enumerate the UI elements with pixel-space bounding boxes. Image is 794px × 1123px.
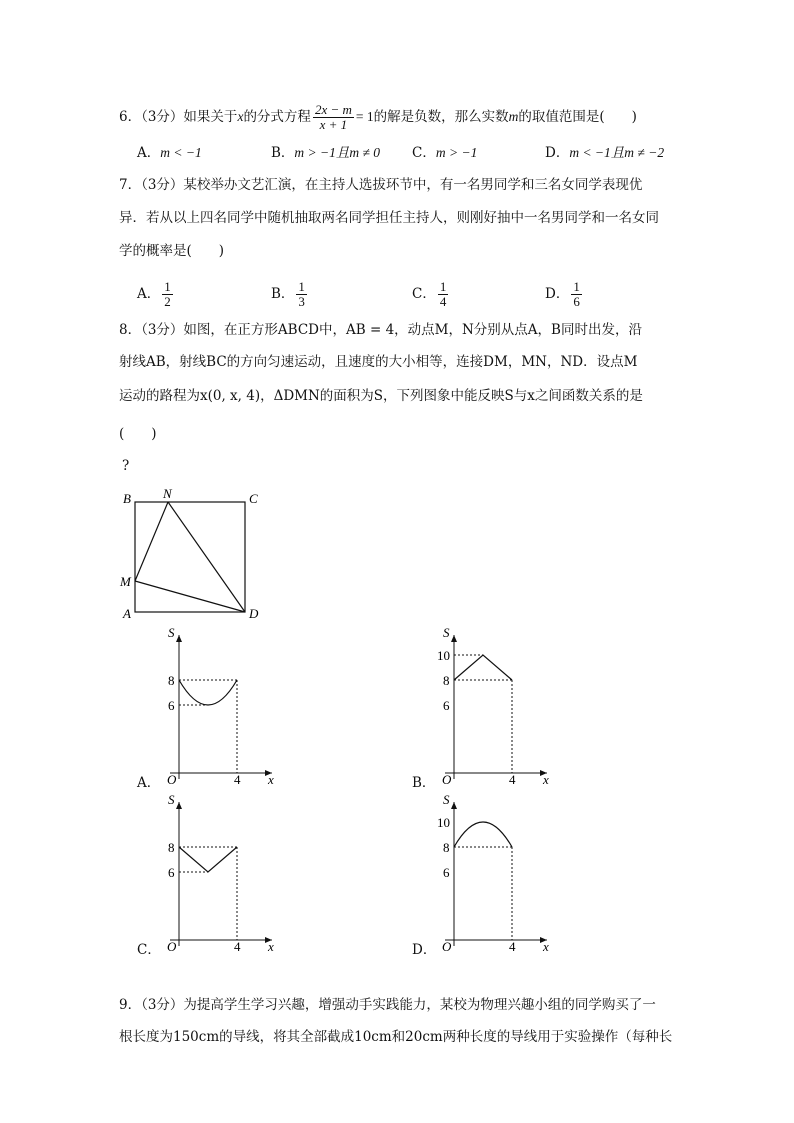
y-tick-6: 6 <box>443 698 450 713</box>
q9-line2: 根长度为150cm的导线，将其全部截成10cm和20cm两种长度的导线用于实验操作（每种长 <box>119 1029 673 1045</box>
q6-stem-end: 的取值范围是( ) <box>518 109 637 125</box>
q6-var-x: x <box>237 109 244 124</box>
option-letter: D． <box>545 286 570 302</box>
origin-label: O <box>167 772 177 787</box>
q9-line1: 9．（3分）为提高学生学习兴趣，增强动手实践能力，某校为物理兴趣小组的同学购买了一 <box>119 997 656 1013</box>
y-tick-8: 8 <box>168 840 175 855</box>
q8-line1: 8．（3分）如图，在正方形ABCD中，AB = 4，动点M，N分别从点A，B同时出发，沿 <box>119 322 642 338</box>
label-m: M <box>120 574 131 589</box>
axis-label-x: x <box>543 772 549 787</box>
graph-b <box>405 622 565 792</box>
q7-option-d <box>545 276 584 312</box>
option-text: m > −1且m ≠ 0 <box>294 145 381 160</box>
option-letter: C． <box>412 286 436 302</box>
frac-den: 4 <box>439 293 447 309</box>
label-n: N <box>163 486 172 501</box>
y-tick-8: 8 <box>168 673 175 688</box>
curve-b <box>454 655 512 680</box>
frac-num: 1 <box>573 278 580 294</box>
q6-option-b <box>271 144 380 162</box>
option-fraction <box>162 280 173 309</box>
q6-option-a <box>137 144 202 162</box>
square-figure <box>115 485 275 625</box>
origin-label: O <box>442 939 452 954</box>
q6-stem-post: 的解是负数，那么实数 <box>373 109 509 125</box>
curve-d <box>454 822 512 847</box>
graph-a-letter: A． <box>137 775 161 791</box>
q6-stem <box>119 103 637 131</box>
q6-frac-den: x + 1 <box>319 116 348 132</box>
graph-c-letter: C． <box>137 942 161 958</box>
x-tick-4: 4 <box>234 772 241 787</box>
q8-line3: 运动的路程为x(0, x, 4)，ΔDMN的面积为S，下列图象中能反映S与x之间函数关系的是 <box>119 388 643 404</box>
option-letter: A． <box>137 286 161 302</box>
q6-fraction <box>313 103 354 132</box>
label-c: C <box>249 491 258 506</box>
y-axis-arrow <box>176 635 182 642</box>
frac-den: 6 <box>573 293 580 309</box>
q8-line2: 射线AB，射线BC的方向匀速运动，且速度的大小相等，连接DM，MN，ND．设点M <box>119 354 638 370</box>
graph-d <box>405 789 565 959</box>
q6-stem-pre: 6．（3分）如果关于 <box>119 109 238 125</box>
y-axis-arrow <box>176 802 182 809</box>
axis-label-s: S <box>168 792 175 807</box>
axis-label-x: x <box>268 939 274 954</box>
option-text: m > −1 <box>435 145 478 160</box>
option-text: m < −1 <box>160 145 202 160</box>
curve-a <box>179 680 237 705</box>
label-d: D <box>249 606 259 621</box>
frac-num: 1 <box>298 278 305 294</box>
x-tick-4: 4 <box>509 939 516 954</box>
q7-line3: 学的概率是( ) <box>119 243 225 259</box>
q7-line1: 7．（3分）某校举办文艺汇演，在主持人选拔环节中，有一名男同学和三名女同学表现优 <box>119 177 643 193</box>
q6-option-d <box>545 144 664 162</box>
frac-num: 1 <box>439 278 447 294</box>
label-a: A <box>123 606 131 621</box>
y-tick-6: 6 <box>168 698 175 713</box>
y-tick-6: 6 <box>168 865 175 880</box>
graph-c <box>130 789 290 959</box>
axis-label-x: x <box>543 939 549 954</box>
origin-label: O <box>442 772 452 787</box>
segment-mn <box>135 502 168 581</box>
option-letter: C． <box>412 145 436 161</box>
option-fraction <box>296 280 307 309</box>
option-letter: A． <box>137 145 161 161</box>
label-b: B <box>123 491 131 506</box>
q6-option-c <box>412 144 477 162</box>
q6-eq-tail: = 1 <box>355 109 374 124</box>
x-tick-4: 4 <box>234 939 241 954</box>
q6-stem-mid: 的分式方程 <box>243 109 311 125</box>
option-fraction <box>438 280 449 309</box>
axis-label-x: x <box>268 772 274 787</box>
option-letter: D． <box>545 145 570 161</box>
option-letter: B． <box>271 145 295 161</box>
y-tick-10: 10 <box>437 815 450 830</box>
y-tick-10: 10 <box>437 648 450 663</box>
q7-option-a <box>137 276 175 312</box>
frac-num: 1 <box>164 278 171 294</box>
x-tick-4: 4 <box>509 772 516 787</box>
axis-label-s: S <box>443 625 450 640</box>
q8-stray-mark: ? <box>122 458 130 474</box>
q6-var-m: m <box>508 109 519 124</box>
q7-line2: 异．若从以上四名同学中随机抽取两名同学担任主持人，则刚好抽中一名男同学和一名女同 <box>119 210 659 226</box>
segment-nd <box>168 502 245 612</box>
option-letter: B． <box>271 286 295 302</box>
option-fraction <box>571 280 582 309</box>
y-axis-arrow <box>451 635 457 642</box>
graph-d-letter: D． <box>412 942 437 958</box>
curve-c <box>179 847 237 872</box>
y-tick-8: 8 <box>443 673 450 688</box>
frac-den: 3 <box>298 293 305 309</box>
square-abcd <box>135 502 245 612</box>
segment-md <box>135 581 245 612</box>
graph-b-letter: B． <box>412 775 436 791</box>
q6-frac-num: 2x − m <box>314 101 352 117</box>
frac-den: 2 <box>164 293 171 309</box>
q7-option-b <box>271 276 309 312</box>
option-text: m < −1且m ≠ −2 <box>569 145 665 160</box>
y-axis-arrow <box>451 802 457 809</box>
axis-label-s: S <box>168 625 175 640</box>
axis-label-s: S <box>443 792 450 807</box>
origin-label: O <box>167 939 177 954</box>
q7-option-c <box>412 276 450 312</box>
y-tick-6: 6 <box>443 865 450 880</box>
q8-line4: ( ) <box>119 426 157 442</box>
graph-a <box>130 622 290 792</box>
y-tick-8: 8 <box>443 840 450 855</box>
